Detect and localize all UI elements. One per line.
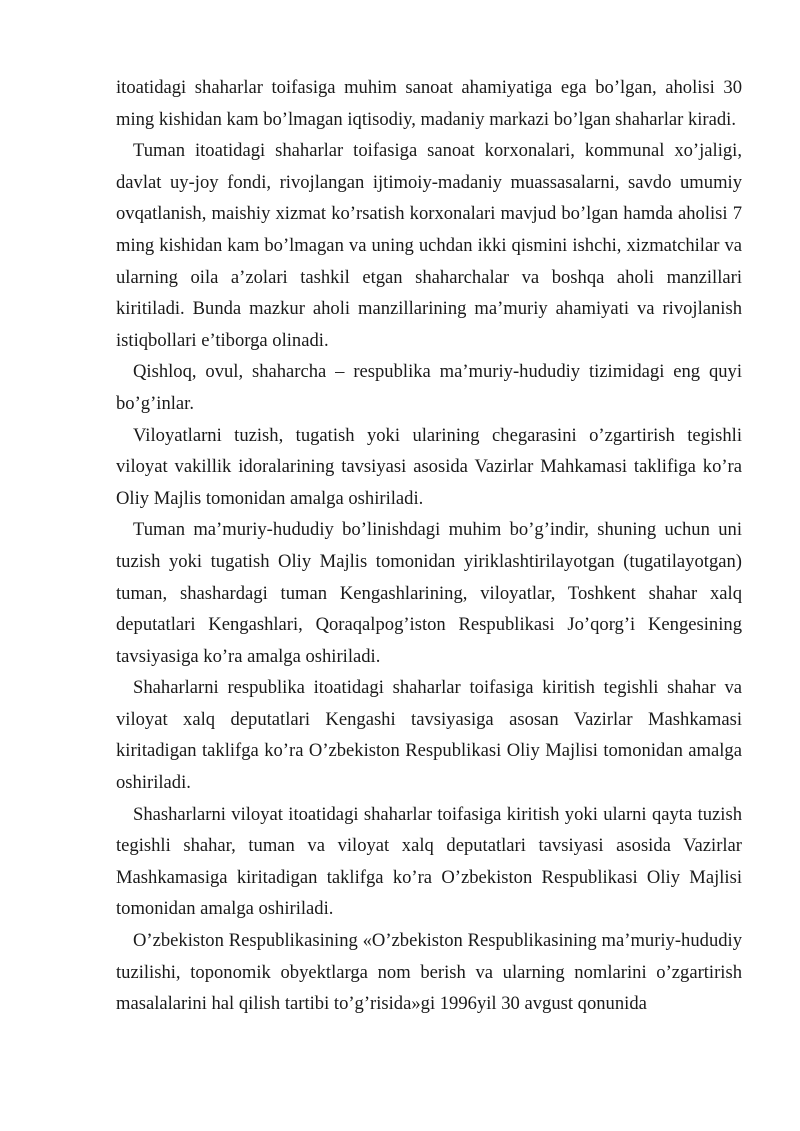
paragraph-law-reference: O’zbekiston Respublikasining «O’zbekiston Respublikasining ma’muriy-hududiy tuzilishi, toponomik obyektlarga nom berish va ularning nomlarini o’zgartirish masalalarini hal qilish tartibi to’g’risida»gi 1996yil 30 avgust qonunida bbox=[116, 930, 742, 1015]
paragraph-villages: Qishloq, ovul, shaharcha – respublika ma’muriy-hududiy tizimidagi eng quyi bo’g’inlar. bbox=[116, 361, 742, 414]
document-body bbox=[116, 72, 742, 1020]
paragraph-continuation: itoatidagi shaharlar toifasiga muhim sanoat ahamiyatiga ega bo’lgan, aholisi 30 ming kishidan kam bo’lmagan iqtisodiy, madaniy markazi bo’lgan shaharlar kiradi. bbox=[116, 77, 742, 130]
paragraph-republic-cities: Shaharlarni respublika itoatidagi shaharlar toifasiga kiritish tegishli shahar va viloyat xalq deputatlari Kengashi tavsiyasiga asosan Vazirlar Mashkamasi kiritadigan taklifga ko’ra O’zbekiston Respublikasi Oliy Majlisi tomonidan amalga oshiriladi. bbox=[116, 677, 742, 794]
paragraph-districts: Tuman ma’muriy-hududiy bo’linishdagi muhim bo’g’indir, shuning uchun uni tuzish yoki tugatish Oliy Majlis tomonidan yiriklashtirilayotgan (tugatilayotgan) tuman, shashardagi tuman Kengashlarining, viloyatlar, Toshkent shahar xalq deputatlari Kengashlari, Qoraqalpog’iston Respublikasi Jo’qorg’i Kengesining tavsiyasiga ko’ra amalga oshiriladi. bbox=[116, 519, 742, 667]
paragraph-district-cities: Tuman itoatidagi shaharlar toifasiga sanoat korxonalari, kommunal xo’jaligi, davlat uy-joy fondi, rivojlangan ijtimoiy-madaniy muassasalarni, savdo umumiy ovqatlanish, maishiy xizmat ko’rsatish korxonalari mavjud bo’lgan hamda aholisi 7 ming kishidan kam bo’lmagan va uning uchdan ikki qismini ishchi, xizmatchilar va ularning oila a’zolari tashkil etgan shaharchalar va boshqa aholi manzillari kiritiladi. Bunda mazkur aholi manzillarining ma’muriy ahamiyati va rivojlanish istiqbollari e’tiborga olinadi. bbox=[116, 140, 742, 351]
paragraph-regional-cities: Shasharlarni viloyat itoatidagi shaharlar toifasiga kiritish yoki ularni qayta tuzish tegishli shahar, tuman va viloyat xalq deputatlari tavsiyasi asosida Vazirlar Mashkamasiga kiritadigan taklifga ko’ra O’zbekiston Respublikasi Oliy Majlisi tomonidan amalga oshiriladi. bbox=[116, 803, 742, 920]
paragraph-regions: Viloyatlarni tuzish, tugatish yoki ularining chegarasini o’zgartirish tegishli viloyat vakillik idoralarining tavsiyasi asosida Vazirlar Mahkamasi taklifiga ko’ra Oliy Majlis tomonidan amalga oshiriladi. bbox=[116, 424, 742, 509]
